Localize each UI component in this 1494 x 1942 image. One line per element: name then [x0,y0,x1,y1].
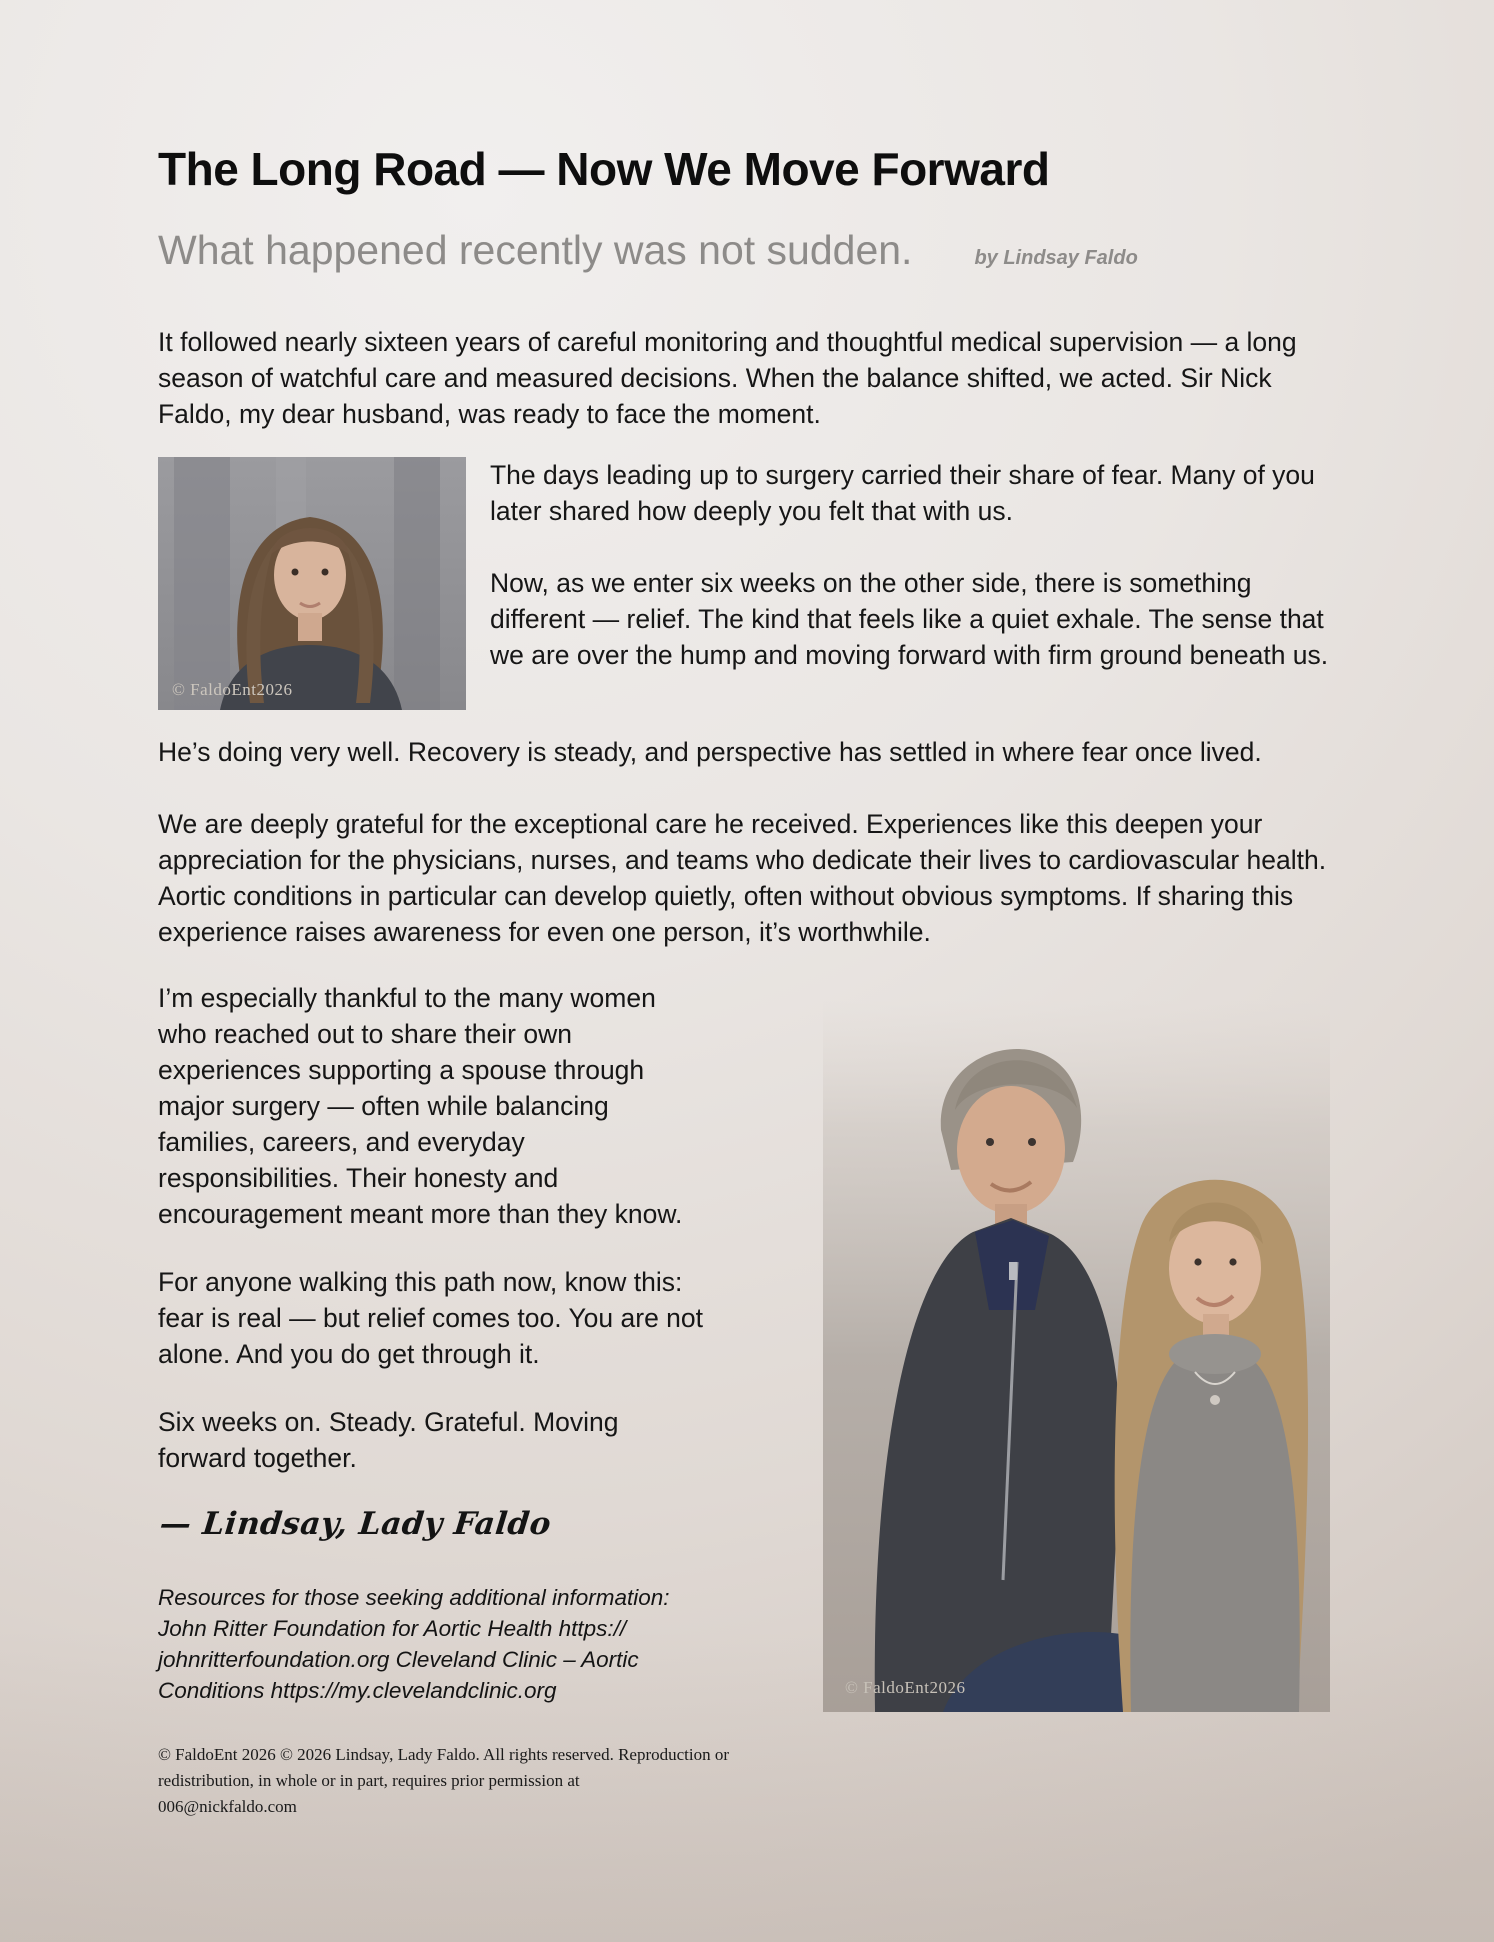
paragraph-thankful: I’m especially thankful to the many women who reached out to share their own experiences supporting a spouse through major surgery — often while balancing families, careers, and everyday responsibilities. Their honesty and encouragement meant more than they know. [158,983,683,1229]
subtitle-row [158,226,1350,274]
paragraph-relief: Now, as we enter six weeks on the other side, there is something different — relief. The kind that feels like a quiet exhale. The sense that we are over the hump and moving forward with firm ground beneath us. [490,568,1329,670]
paragraph-for-anyone: For anyone walking this path now, know this: fear is real — but relief comes too. You are not alone. And you do get through it. [158,1267,704,1369]
page-title: The Long Road — Now We Move Forward [158,143,1050,195]
portrait-section [158,454,1350,716]
byline: by Lindsay Faldo [974,247,1138,269]
paragraph-intro: It followed nearly sixteen years of careful monitoring and thoughtful medical supervision — a long season of watchful care and measured decisions. When the balance shifted, we acted. Sir Nick Faldo, my dear husband, was ready to face the moment. [158,327,1297,429]
paragraph-six-weeks: Six weeks on. Steady. Grateful. Moving forward together. [158,1407,619,1473]
portrait-side-text [490,454,1350,673]
resources-block [158,1582,706,1706]
couple-photo [823,1000,1330,1712]
resources-line: Resources for those seeking additional information: [158,1585,670,1610]
paragraph-grateful: We are deeply grateful for the exceptional care he received. Experiences like this deepen your appreciation for the physicians, nurses, and teams who dedicate their lives to cardiovascular health. Aortic conditions in particular can develop quietly, often without obvious symptoms. If sharing this experience raises awareness for even one person, it’s worthwhile. [158,809,1327,947]
couple-illustration [823,1000,1330,1712]
left-column [158,980,730,1820]
footer-line: redistribution, in whole or in part, requires prior permission at [158,1771,580,1790]
footer-line: 006@nickfaldo.com [158,1797,297,1816]
portrait-photo [158,457,466,710]
resources-line: John Ritter Foundation for Aortic Health https:// [158,1616,627,1641]
portrait-watermark: © FaldoEnt2026 [172,680,293,699]
paragraph-recovery: He’s doing very well. Recovery is steady, and perspective has settled in where fear once lived. [158,737,1262,767]
resources-line: Conditions https://my.clevelandclinic.org [158,1678,557,1703]
couple-watermark: © FaldoEnt2026 [845,1678,966,1697]
portrait-illustration [158,457,466,710]
copyright-footer [158,1742,730,1820]
subtitle: What happened recently was not sudden. [158,227,913,273]
footer-line: © FaldoEnt 2026 © 2026 Lindsay, Lady Faldo. All rights reserved. Reproduction or [158,1745,730,1764]
paragraph-fear: The days leading up to surgery carried their share of fear. Many of you later shared how deeply you felt that with us. [490,460,1315,526]
signature: — Lindsay, Lady Faldo [158,1506,553,1542]
resources-line: johnritterfoundation.org Cleveland Clinic – Aortic [158,1647,639,1672]
